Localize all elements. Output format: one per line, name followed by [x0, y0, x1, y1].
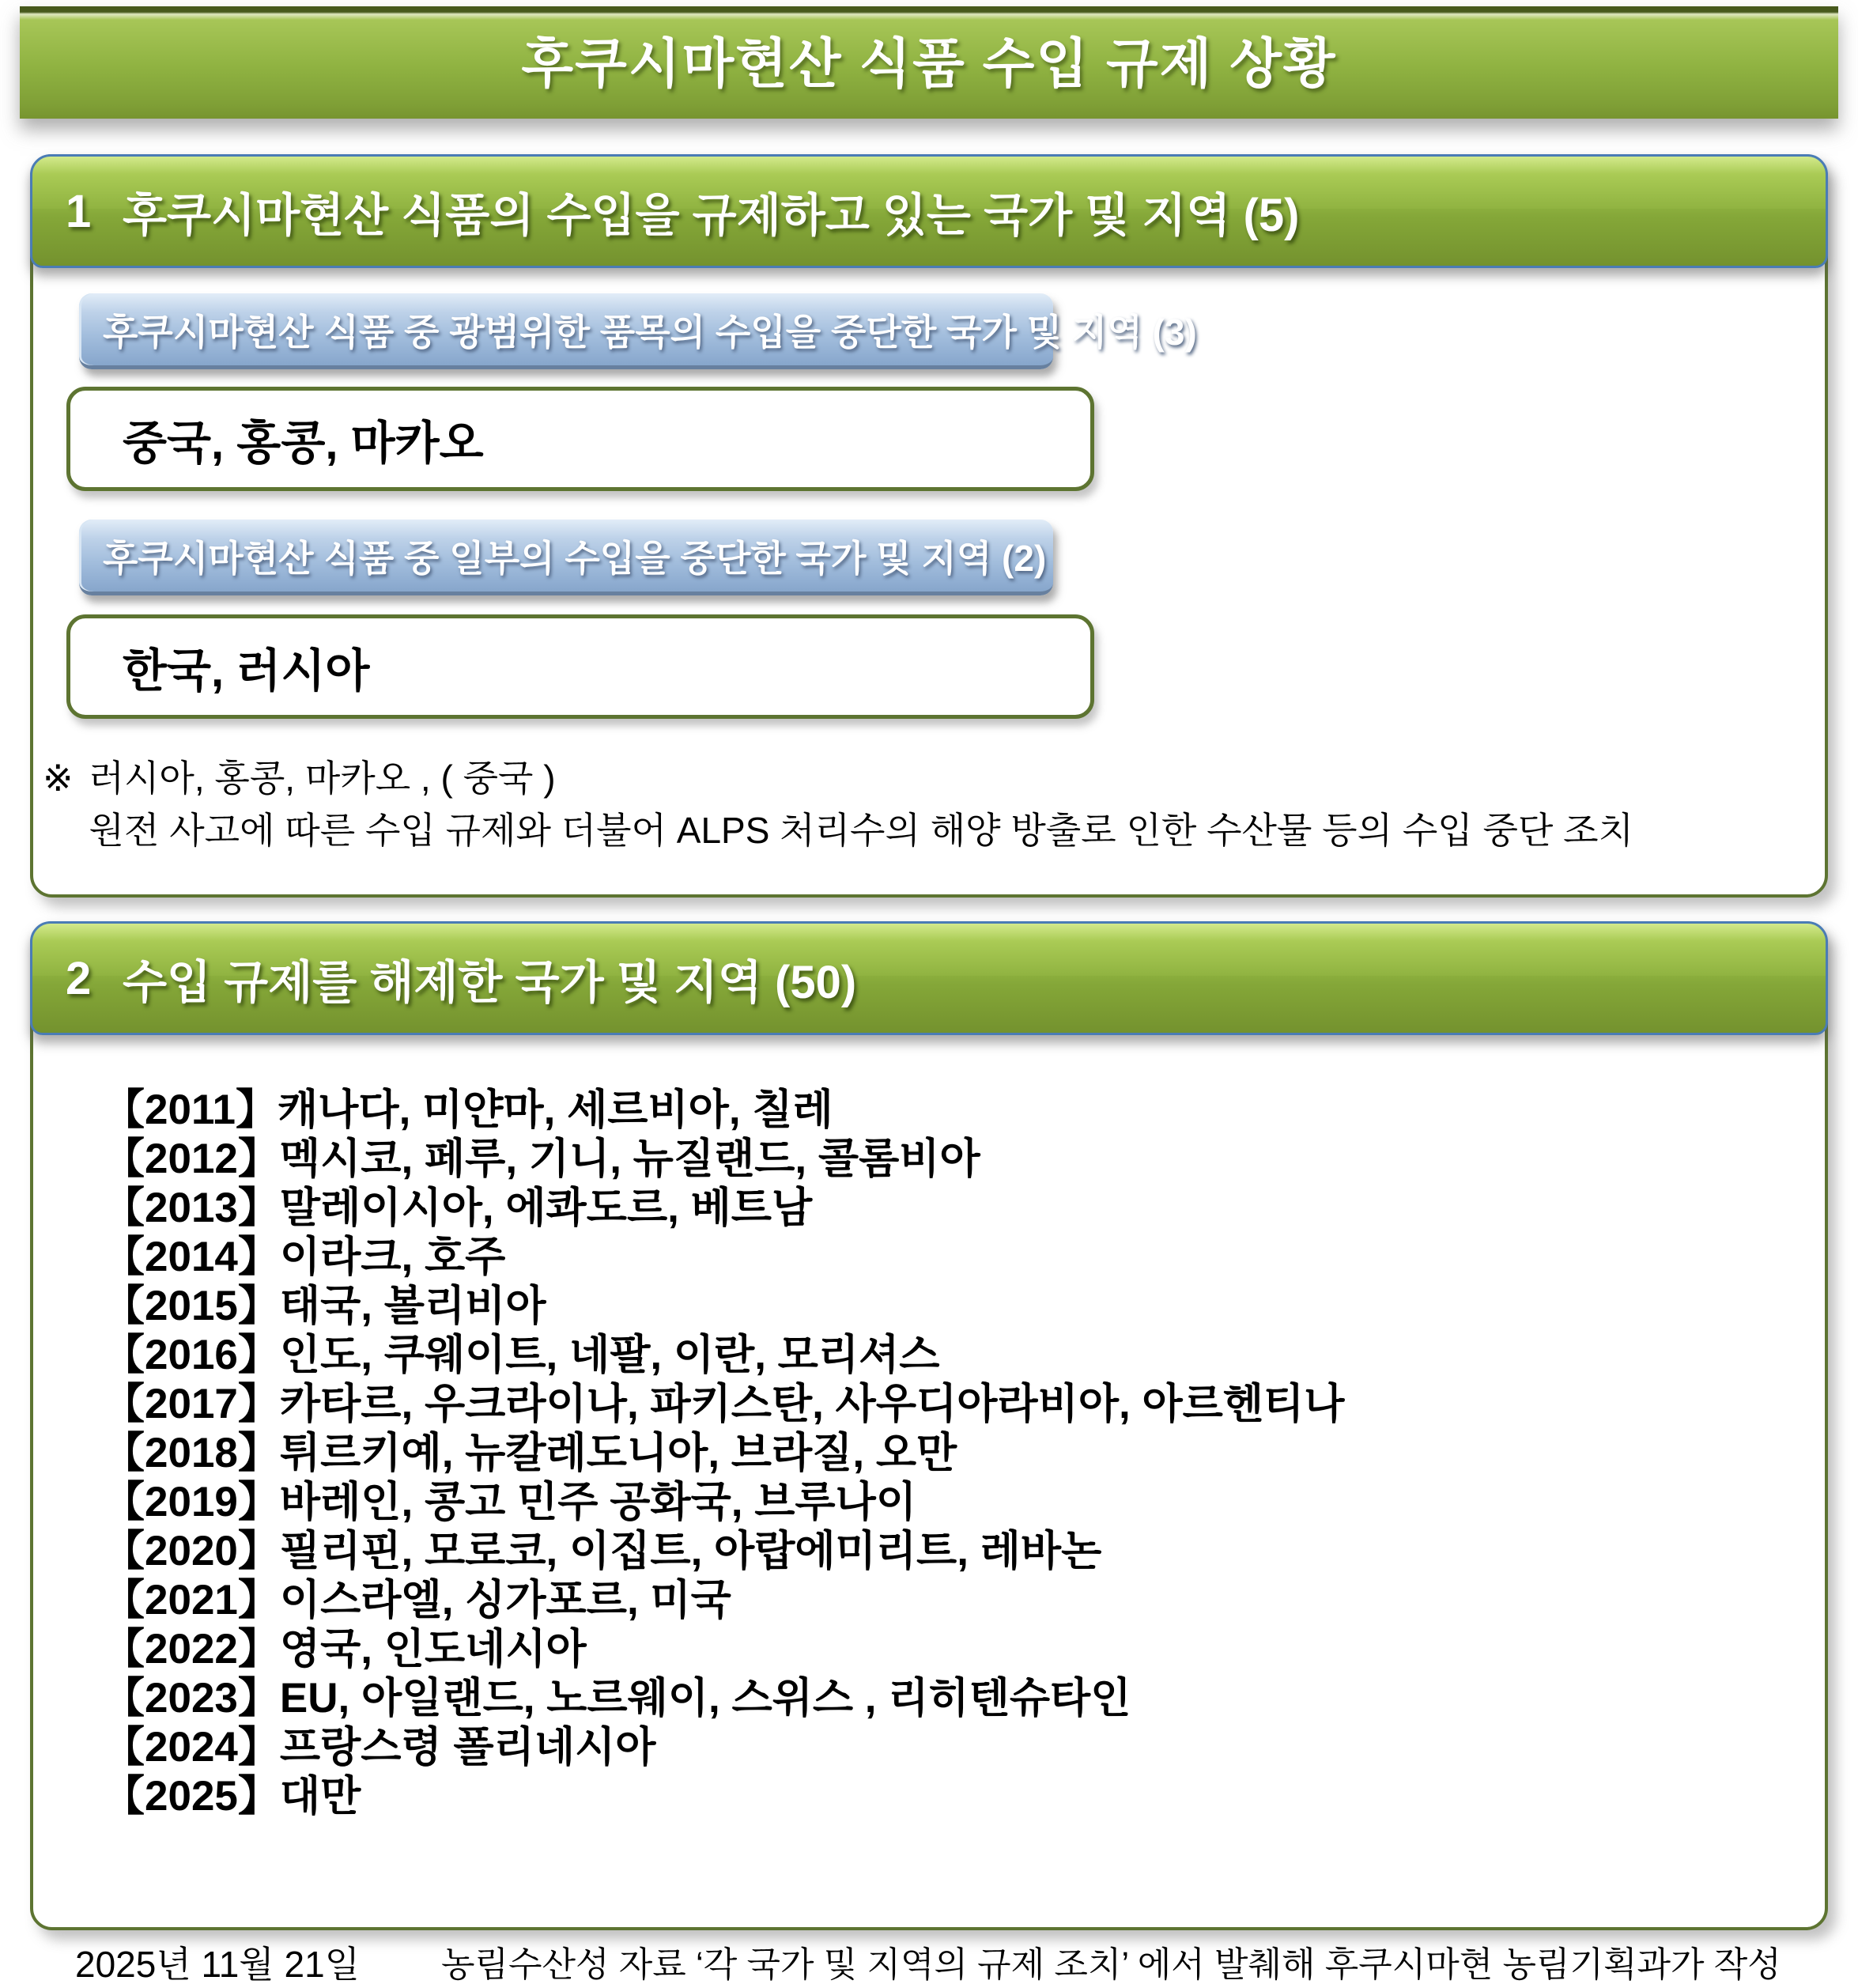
footnote-line-2: 원전 사고에 따른 수입 규제와 더불어 ALPS 처리수의 해양 방출로 인한 수산물 등의 수입 중단 조치 — [89, 810, 1634, 851]
released-year-row-2024 — [103, 1723, 1344, 1772]
released-year-row-2023 — [103, 1674, 1344, 1723]
year-label: 【2023】 — [103, 1675, 280, 1722]
countries-broad-ban: 중국, 홍콩, 마카오 — [123, 418, 484, 469]
section-regulating-countries — [30, 154, 1828, 898]
section2-title: 수입 규제를 해제한 국가 및 지역 (50) — [123, 957, 857, 1008]
countries-text: 튀르키예, 뉴칼레도니아, 브라질, 오만 — [279, 1430, 957, 1476]
year-label: 【2018】 — [103, 1430, 280, 1476]
released-year-row-2022 — [103, 1625, 1344, 1674]
countries-text: 이라크, 호주 — [279, 1234, 506, 1280]
section1-title: 후쿠시마현산 식품의 수입을 규제하고 있는 국가 및 지역 (5) — [123, 190, 1300, 241]
footnote — [43, 752, 1633, 856]
year-label: 【2024】 — [103, 1724, 280, 1771]
countries-text: 영국, 인도네시아 — [279, 1626, 587, 1672]
countries-text: 캐나다, 미얀마, 세르비아, 칠레 — [277, 1087, 833, 1133]
reference-mark: ※ — [43, 758, 74, 799]
footnote-lines — [89, 752, 1633, 856]
year-label: 【2022】 — [103, 1626, 280, 1672]
section2-header — [30, 921, 1828, 1035]
year-label: 【2025】 — [103, 1773, 280, 1820]
countries-text: 바레인, 콩고 민주 공화국, 브루나이 — [279, 1479, 917, 1525]
countries-text: 필리핀, 모로코, 이집트, 아랍에미리트, 레바논 — [279, 1528, 1102, 1574]
countries-text: EU, 아일랜드, 노르웨이, 스위스 , 리히텐슈타인 — [279, 1675, 1131, 1722]
subheader-broad-import-ban — [79, 293, 1197, 369]
footnote-line-1: 러시아, 홍콩, 마카오 , ( 중국 ) — [89, 758, 556, 799]
countries-text: 말레이시아, 에콰도르, 베트남 — [279, 1185, 813, 1231]
year-label: 【2012】 — [103, 1136, 280, 1182]
year-label: 【2015】 — [103, 1283, 280, 1329]
year-label: 【2020】 — [103, 1528, 280, 1574]
released-year-row-2019 — [103, 1478, 1344, 1527]
released-year-row-2021 — [103, 1576, 1344, 1625]
countries-text: 카타르, 우크라이나, 파키스탄, 사우디아라비아, 아르헨티나 — [279, 1381, 1345, 1427]
section-released-countries — [30, 921, 1828, 1930]
countries-text: 태국, 볼리비아 — [279, 1283, 546, 1329]
released-year-row-2016 — [103, 1331, 1344, 1380]
year-label: 【2016】 — [103, 1332, 280, 1378]
section2-number: 2 — [66, 952, 92, 1004]
released-year-row-2025 — [103, 1772, 1344, 1821]
countries-partial-ban: 한국, 러시아 — [123, 645, 370, 697]
year-label: 【2011】 — [103, 1087, 278, 1133]
year-label: 【2013】 — [103, 1185, 280, 1231]
year-label: 【2017】 — [103, 1381, 280, 1427]
section1-header — [30, 154, 1828, 268]
page-title: 후쿠시마현산 식품 수입 규제 상황 — [521, 34, 1337, 94]
released-year-row-2014 — [103, 1233, 1344, 1282]
page-title-bar — [20, 6, 1838, 119]
subheader-broad-import-ban-label: 후쿠시마현산 식품 중 광범위한 품목의 수입을 중단한 국가 및 지역 (3) — [103, 311, 1197, 353]
countries-text: 이스라엘, 싱가포르, 미국 — [279, 1577, 731, 1623]
footer-date: 2025년 11월 21일 — [75, 1944, 361, 1985]
released-year-row-2020 — [103, 1527, 1344, 1576]
countries-text: 프랑스령 폴리네시아 — [279, 1724, 656, 1771]
countries-text: 대만 — [279, 1773, 361, 1820]
year-label: 【2019】 — [103, 1479, 280, 1525]
section1-number: 1 — [66, 185, 92, 237]
released-year-row-2017 — [103, 1380, 1344, 1429]
released-year-row-2012 — [103, 1135, 1344, 1184]
released-year-row-2013 — [103, 1184, 1344, 1233]
countries-text: 멕시코, 페루, 기니, 뉴질랜드, 콜롬비아 — [279, 1136, 980, 1182]
released-year-row-2015 — [103, 1282, 1344, 1331]
countries-box-partial-ban — [66, 614, 1094, 719]
subheader-partial-import-ban — [79, 520, 1053, 595]
countries-box-broad-ban — [66, 387, 1094, 491]
year-label: 【2021】 — [103, 1577, 280, 1623]
countries-text: 인도, 쿠웨이트, 네팔, 이란, 모리셔스 — [279, 1332, 940, 1378]
released-year-row-2018 — [103, 1429, 1344, 1478]
subheader-partial-import-ban-label: 후쿠시마현산 식품 중 일부의 수입을 중단한 국가 및 지역 (2) — [103, 537, 1047, 579]
released-year-row-2011 — [103, 1086, 1344, 1135]
footer-source-attribution: 농림수산성 자료 ‘각 국가 및 지역의 규제 조치’ 에서 발췌해 후쿠시마현 농림기획과가 작성 — [441, 1945, 1781, 1984]
year-label: 【2014】 — [103, 1234, 280, 1280]
released-countries-list — [103, 1086, 1344, 1821]
